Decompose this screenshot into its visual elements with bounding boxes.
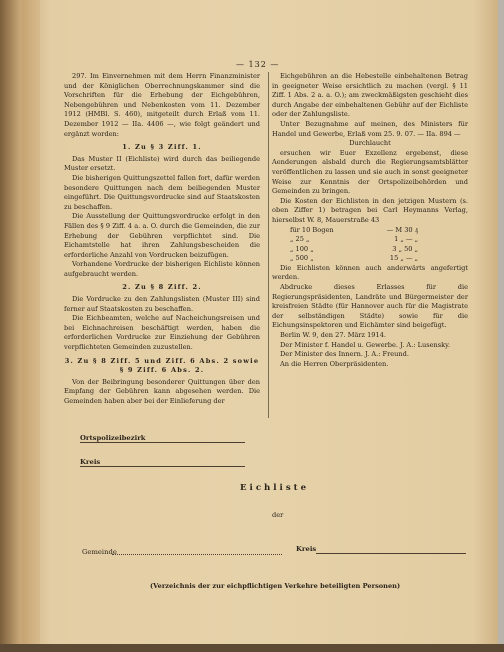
date-line: Berlin W. 9, den 27. März 1914.	[280, 331, 386, 340]
handwritten-insert: Durchlaucht	[349, 139, 391, 148]
form-footer-note: (Verzeichnis der zur eichpflichtigen Verkehre beteiligten Personen)	[150, 582, 401, 590]
paragraph: Die Kosten der Eichlisten in den jetzigen Mustern (s. oben Ziffer 1) betragen bei Carl Heymanns Verlag, hierselbst W. 8, Mauerstraße 43	[272, 196, 468, 224]
signature-1: Der Minister f. Handel u. Gewerbe. J. A.: Lusensky.	[280, 340, 451, 349]
paragraph: Das Muster II (Eichliste) wird durch das beiliegende Muster ersetzt.	[64, 154, 260, 173]
scan-right-edge	[498, 0, 504, 652]
ortspolizeibezirk-line	[80, 442, 245, 443]
page-fold-shadow	[22, 0, 40, 644]
book-binding	[0, 0, 20, 652]
paragraph: Abdrucke dieses Erlasses für die Regierungspräsidenten, Landräte und Bürgermeister der kreisfreien Städte (für Hannover auch für die Magistrate der selbständigen Städte) sowie für die Eichungsinspektoren und Eichämter sind beigefügt.	[272, 283, 468, 330]
paragraph: Von der Beibringung besonderer Quittungen über den Empfang der Gebühren kann abgesehen werden. Die Gemeinden haben aber bei der Einlieferung der	[64, 377, 260, 405]
paragraph: Vorhandene Vordrucke der bisherigen Eichliste können aufgebraucht werden.	[64, 260, 260, 278]
kreis2-label: Kreis	[296, 545, 317, 553]
section-heading-3: 3. Zu § 8 Ziff. 5 und Ziff. 6 Abs. 2 sowie § 9 Ziff. 6 Abs. 2.	[64, 356, 260, 375]
signature-2: Der Minister des Innern. J. A.: Freund.	[280, 350, 409, 359]
form-title: Eichliste	[240, 483, 310, 493]
fee-row: „ 500 „ 15 „ — „	[290, 254, 418, 263]
kreis2-line	[316, 553, 466, 554]
kreis-line	[80, 466, 245, 467]
section-heading-1: 1. Zu § 3 Ziff. 1.	[122, 143, 202, 152]
paragraph: Die Vordrucke zu den Zahlungslisten (Muster III) sind ferner auf Staatskosten zu beschaffen.	[64, 295, 260, 313]
paragraph: ersuchen wir Euer Exzellenz ergebenst, diese Aenderungen alsbald durch die Regierungsamtsblätter veröffentlichen zu lassen und sie auch in sonst geeigneter Weise zur Kenntnis der Ortspolizeibehörden und Gemeinden zu bringen.	[272, 148, 468, 196]
fee-row: „ 100 „ 3 „ 50 „	[290, 244, 418, 253]
kreis-label: Kreis	[80, 458, 101, 466]
fee-row: für 10 Bogen — M 30 ₰	[290, 225, 418, 234]
addressee: An die Herren Oberpräsidenten.	[280, 359, 389, 368]
left-column	[64, 72, 260, 407]
gemeinde-label: Gemeinde	[82, 548, 117, 556]
intro-paragraph: 297. Im Einvernehmen mit dem Herrn Finanzminister und der Königlichen Oberrechnungskammer sind die Vorschriften für die Erhebung der Eichgebühren, Nebengebühren und Nebenkosten vom 11. Dezember 1912 (HMBl. S. 460), mitgeteilt durch Erlaß vom 11. Dezember 1912 — IIa. 4406 —, wie folgt geändert und ergänzt worden:	[64, 72, 260, 138]
paragraph: Die Eichbeamten, welche auf Nacheichungsreisen und bei Eichnachreisen beschäftigt werden, haben die erforderlichen Vordrucke zur Einziehung der Gebühren verpflichteten Gemeinden zuzustellen.	[64, 314, 260, 352]
form-subtitle: der	[272, 511, 284, 519]
gemeinde-line	[112, 554, 282, 555]
page-number: — 132 —	[236, 60, 280, 69]
paragraph: Unter Bezugnahme auf meinen, des Ministers für Handel und Gewerbe, Erlaß vom 25. 9. 07. — IIa. 894 —	[272, 119, 468, 138]
section-heading-2: 2. Zu § 8 Ziff. 2.	[122, 283, 202, 292]
paragraph: Die bisherigen Quittungszettel fallen fort, dafür werden besondere Quittungen nach dem beiliegenden Muster eingeführt. Die Quittungsvordrucke sind auf Staatskosten zu beschaffen.	[64, 173, 260, 211]
paragraph: Eichgebühren an die Hebestelle einbehaltenen Betrag in geeigneter Weise ersichtlich zu machen (vergl. § 11 Ziff. 1 Abs. 2 a. a. O.); am zweckmäßigsten geschieht dies durch Angabe der einbehaltenen Gebühr auf der Eichliste oder der Zahlungsliste.	[272, 72, 468, 119]
ortspolizeibezirk-label: Ortspolizeibezirk	[80, 434, 146, 442]
right-column	[272, 72, 468, 369]
paragraph: Die Eichlisten können auch anderwärts angefertigt werden.	[272, 263, 468, 282]
column-divider	[268, 72, 269, 418]
scan-bottom-edge	[0, 644, 504, 652]
paragraph: Die Ausstellung der Quittungsvordrucke erfolgt in den Fällen des § 9 Ziff. 4 a. a. O. durch die Gemeinden, die zur Erhebung der Gebühren verpflichtet sind. Die Eichamtstelle hat ihren Zahlungsbescheiden die erforderliche Anzahl von Vordrucken beizufügen.	[64, 212, 260, 259]
fee-row: „ 25 „ 1 „ — „	[290, 235, 418, 244]
